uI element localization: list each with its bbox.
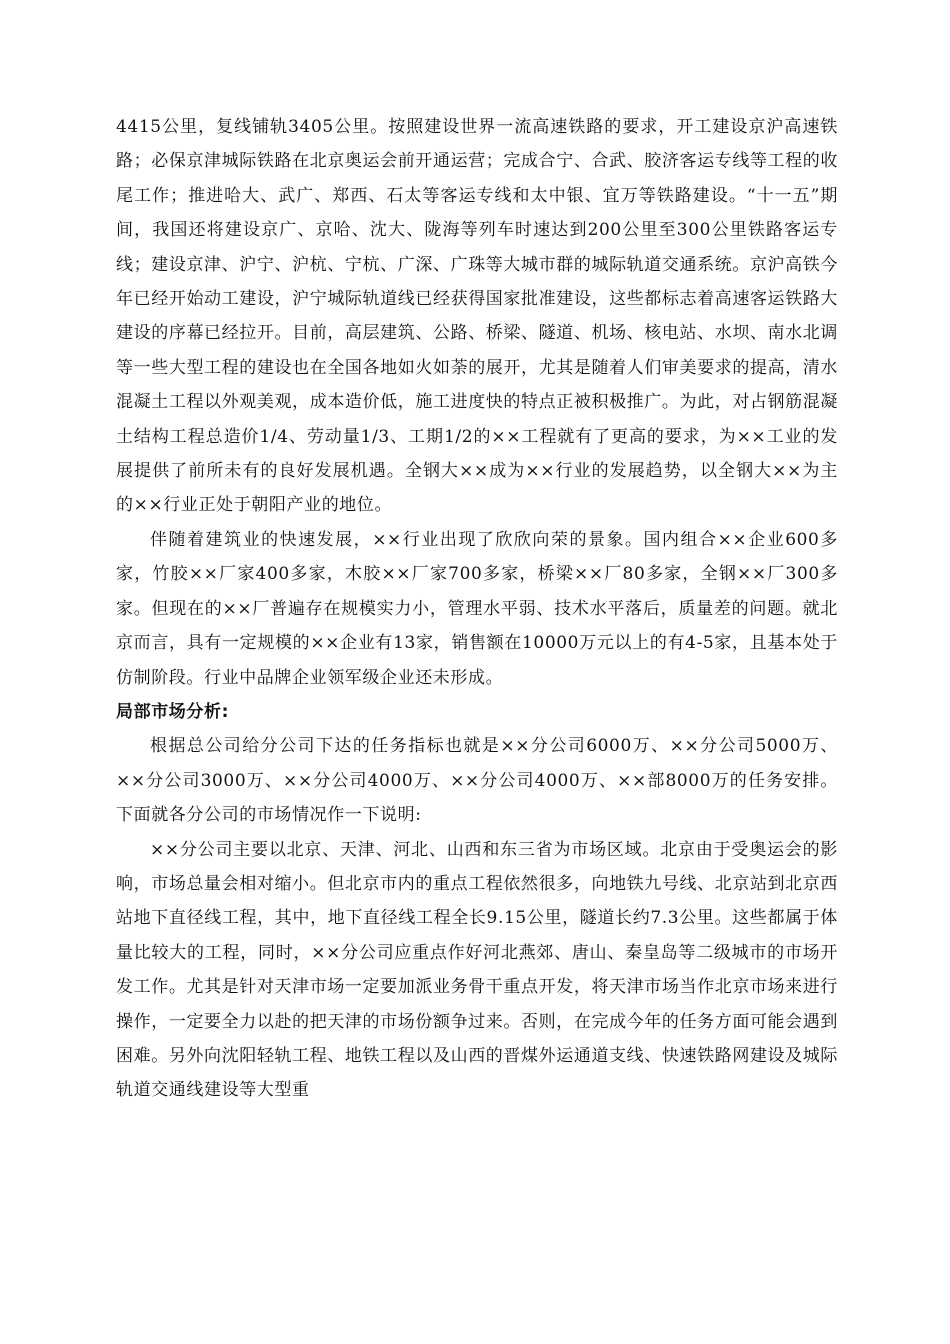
paragraph-rail-construction: 4415公里，复线铺轨3405公里。按照建设世界一流高速铁路的要求，开工建设京沪高速铁路；必保京津城际铁路在北京奥运会前开通运营；完成合宁、合武、胶济客运专线等工程的收尾工作；推进哈大、武广、郑西、石太等客运专线和太中银、宜万等铁路建设。“十一五”期间，我国还将建设京广、京哈、沈大、陇海等列车时速达到200公里至300公里铁路客运专线；建设京津、沪宁、沪杭、宁杭、广深、广珠等大城市群的城际轨道交通系统。京沪高铁今年已经开始动工建设，沪宁城际轨道线已经获得国家批准建设，这些都标志着高速客运铁路大建设的序幕已经拉开。目前，高层建筑、公路、桥梁、隧道、机场、核电站、水坝、南水北调等一些大型工程的建设也在全国各地如火如荼的展开，尤其是随着人们审美要求的提高，清水混凝土工程以外观美观，成本造价低，施工进度快的特点正被积极推广。为此，对占钢筋混凝土结构工程总造价1/4、劳动量1/3、工期1/2的××工程就有了更高的要求，为××工业的发展提供了前所未有的良好发展机遇。全钢大××成为××行业的发展趋势，以全钢大××为主的××行业正处于朝阳产业的地位。 — [116, 117, 838, 516]
paragraph-industry-growth: 伴随着建筑业的快速发展，××行业出现了欣欣向荣的景象。国内组合××企业600多家，竹胶××厂家400多家，木胶××厂家700多家，桥梁××厂80多家，全钢××厂300多家。但现在的××厂普遍存在规模实力小，管理水平弱、技术水平落后，质量差的问题。就北京而言，具有一定规模的××企业有13家，销售额在10000万元以上的有4-5家，且基本处于仿制阶段。行业中品牌企业领军级企业还未形成。 — [116, 529, 838, 688]
paragraph-task-targets: 根据总公司给分公司下达的任务指标也就是××分公司6000万、××分公司5000万、××分公司3000万、××分公司4000万、××分公司4000万、××部8000万的任务安排。下面就各分公司的市场情况作一下说明: — [116, 736, 838, 826]
section-heading-local-market: 局部市场分析: — [116, 701, 229, 722]
document-body — [116, 110, 838, 1108]
paragraph-branch-market: ××分公司主要以北京、天津、河北、山西和东三省为市场区域。北京由于受奥运会的影响，市场总量会相对缩小。但北京市内的重点工程依然很多，向地铁九号线、北京站到北京西站地下直径线工程，其中，地下直径线工程全长9.15公里，隧道长约7.3公里。这些都属于体量比较大的工程，同时，××分公司应重点作好河北燕郊、唐山、秦皇岛等二级城市的市场开发工作。尤其是针对天津市场一定要加派业务骨干重点开发，将天津市场当作北京市场来进行操作，一定要全力以赴的把天津的市场份额争过来。否则，在完成今年的任务方面可能会遇到困难。另外向沈阳轻轨工程、地铁工程以及山西的晋煤外运通道支线、快速铁路网建设及城际轨道交通线建设等大型重 — [116, 839, 838, 1101]
